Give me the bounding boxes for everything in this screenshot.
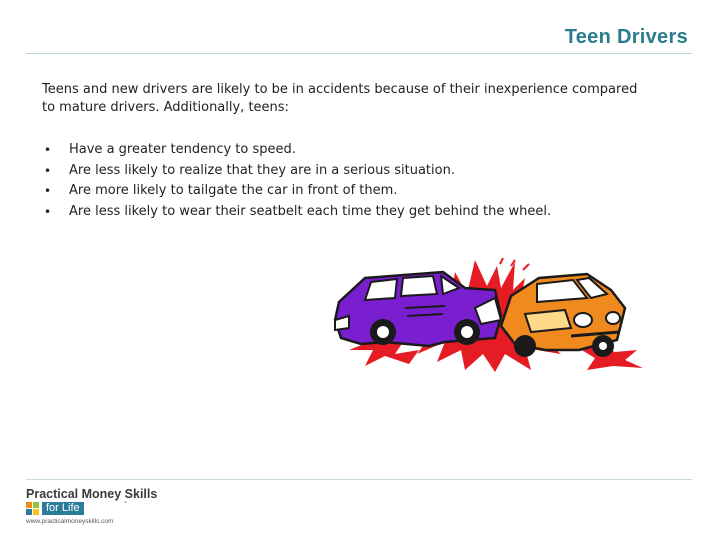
bullet-icon: • (44, 143, 52, 157)
logo-squares-icon (26, 502, 40, 516)
bullet-icon: • (44, 163, 52, 178)
list-item (42, 202, 551, 223)
logo-url: www.practicalmoneyskills.com (26, 518, 114, 525)
list-item-text: Are less likely to realize that they are in a serious situation. (69, 162, 455, 178)
list-item-text: Have a greater tendency to speed. (69, 142, 296, 157)
bullet-list (42, 140, 551, 222)
list-item (42, 181, 551, 202)
car-crash-clipart (325, 258, 645, 373)
bullet-icon: • (44, 184, 52, 198)
list-item-text: Are less likely to wear their seatbelt each time they get behind the wheel. (69, 203, 552, 219)
logo-subtitle: for Life (42, 502, 84, 515)
page-title: Teen Drivers (564, 26, 688, 48)
list-item-text: Are more likely to tailgate the car in front of them. (69, 183, 398, 198)
title-divider (26, 53, 692, 54)
list-item (42, 161, 551, 182)
footer-divider (26, 479, 692, 480)
list-item (42, 140, 551, 161)
practical-money-skills-logo (26, 487, 166, 527)
bullet-icon: • (44, 204, 52, 219)
logo-name: Practical Money Skills (26, 487, 158, 501)
intro-paragraph: Teens and new drivers are likely to be in accidents because of their inexperience compared to mature drivers. Additionally, teens: (42, 82, 638, 115)
trademark-mark: ™ (123, 501, 128, 507)
